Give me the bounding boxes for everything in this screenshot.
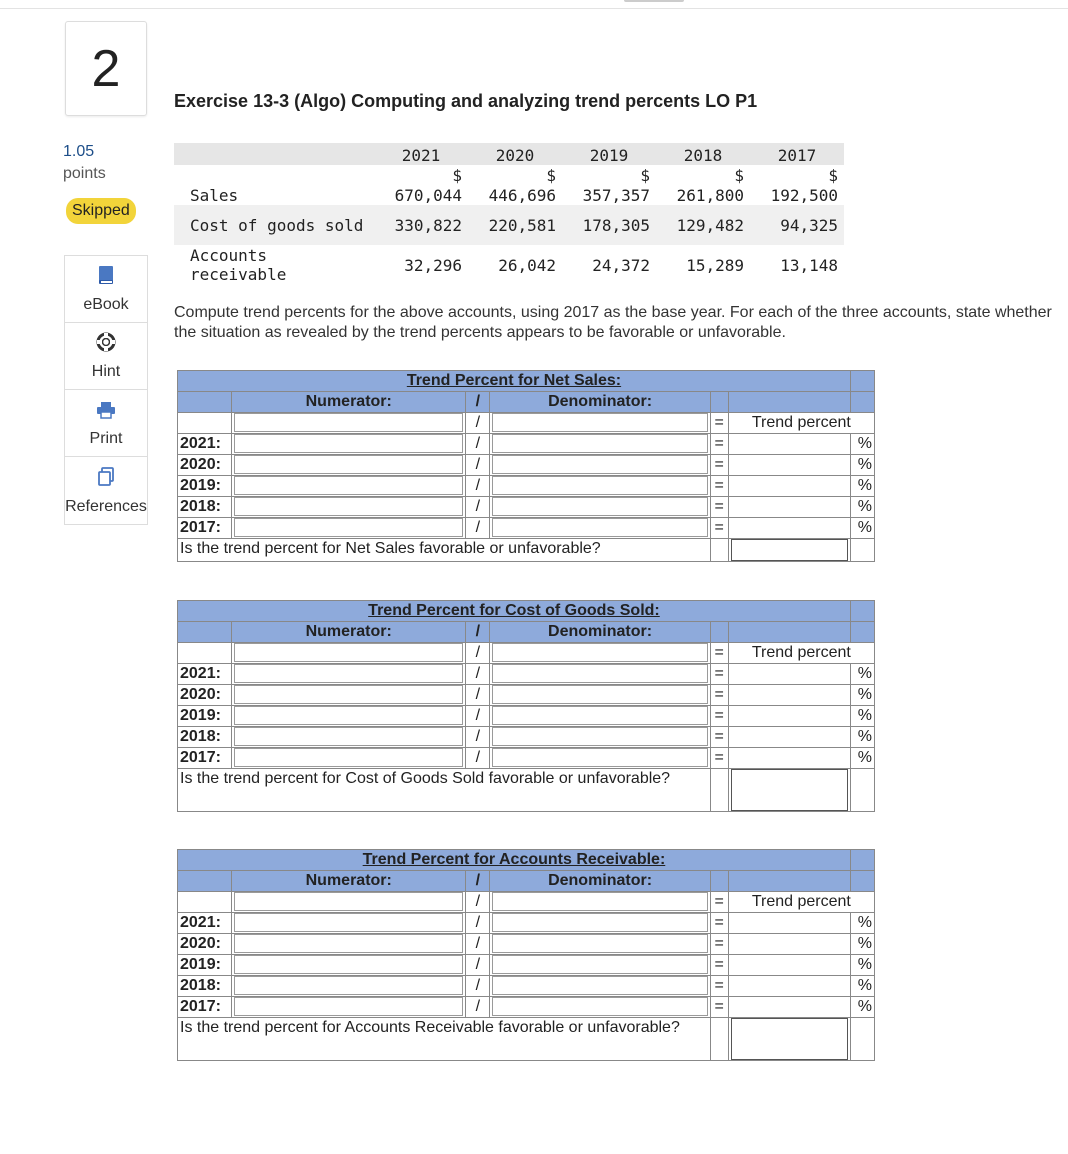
header-blank (850, 601, 874, 622)
equals-sign: = (710, 413, 728, 434)
trend-percent-cell (728, 748, 850, 769)
cell: 670,044 (394, 186, 462, 205)
data-table (174, 143, 844, 285)
instructions: Compute trend percents for the above accounts, using 2017 as the base year. For each of the three accounts, state whether the situation as revealed by the trend percents appears to be favorable or unfavorable. (174, 304, 1052, 341)
numerator-cell (232, 413, 466, 434)
tools-panel (64, 255, 148, 525)
header-blank (710, 622, 728, 643)
year-header: 2017 (750, 143, 844, 165)
trend-percent-cell (728, 664, 850, 685)
header-blank (174, 143, 374, 165)
numerator-input[interactable] (234, 934, 463, 953)
header-blank (850, 392, 874, 413)
cell: 24,372 (592, 255, 650, 275)
top-divider (0, 8, 1068, 9)
numerator-cell (232, 434, 466, 455)
slash: / (466, 518, 490, 539)
slash: / (466, 892, 490, 913)
trend-percent-cell (728, 518, 850, 539)
cell: 129,482 (656, 205, 750, 245)
cell: 330,822 (374, 205, 468, 245)
numerator-cell (232, 643, 466, 664)
denominator-input[interactable] (492, 518, 707, 537)
year-label: 2021: (178, 664, 232, 685)
cell: 446,696 (488, 186, 556, 205)
equals-sign: = (710, 913, 728, 934)
denominator-cell (490, 434, 710, 455)
slash-header: / (466, 622, 490, 643)
numerator-cell (232, 706, 466, 727)
trend-table (177, 849, 875, 1061)
numerator-cell (232, 518, 466, 539)
denominator-input[interactable] (492, 643, 707, 662)
blank (178, 643, 232, 664)
equals-sign: = (710, 643, 728, 664)
numerator-input[interactable] (234, 497, 463, 516)
equals-sign: = (710, 727, 728, 748)
denominator-input[interactable] (492, 934, 707, 953)
cell: 15,289 (686, 255, 744, 275)
year-label: 2017: (178, 518, 232, 539)
year-label: 2019: (178, 955, 232, 976)
denominator-cell (490, 518, 710, 539)
denominator-input[interactable] (492, 664, 707, 683)
favorability-question: Is the trend percent for Net Sales favorable or unfavorable? (178, 539, 711, 562)
blank (710, 539, 728, 562)
header-blank (710, 871, 728, 892)
denominator-cell (490, 955, 710, 976)
trend-percent-input[interactable] (731, 727, 848, 746)
numerator-cell (232, 476, 466, 497)
hint-label: Hint (91, 363, 121, 380)
numerator-input[interactable] (234, 518, 463, 537)
denominator-cell (490, 664, 710, 685)
trend-percent-header: Trend percent (728, 643, 874, 664)
question-number: 2 (65, 21, 147, 116)
percent-sign: % (850, 664, 874, 685)
numerator-input[interactable] (234, 706, 463, 725)
trend-table (177, 370, 875, 562)
numerator-input[interactable] (234, 955, 463, 974)
equals-sign: = (710, 748, 728, 769)
denominator-cell (490, 976, 710, 997)
numerator-input[interactable] (234, 476, 463, 495)
header-blank (178, 871, 232, 892)
equals-sign: = (710, 664, 728, 685)
year-label: 2019: (178, 476, 232, 497)
denominator-input[interactable] (492, 434, 707, 453)
slash: / (466, 434, 490, 455)
numerator-cell (232, 455, 466, 476)
numerator-input[interactable] (234, 413, 463, 432)
select-cell (728, 1018, 850, 1061)
numerator-cell (232, 892, 466, 913)
numerator-input[interactable] (234, 643, 463, 662)
slash: / (466, 476, 490, 497)
blank (850, 1018, 874, 1061)
trend-title: Trend Percent for Accounts Receivable: (178, 850, 851, 871)
blank (710, 1018, 728, 1061)
denominator-cell (490, 997, 710, 1018)
slash: / (466, 413, 490, 434)
denominator-input[interactable] (492, 476, 707, 495)
trend-percent-input[interactable] (731, 997, 848, 1016)
numerator-input[interactable] (234, 434, 463, 453)
equals-sign: = (710, 706, 728, 727)
trend-title: Trend Percent for Net Sales: (178, 371, 851, 392)
percent-sign: % (850, 455, 874, 476)
denominator-input[interactable] (492, 727, 707, 746)
points-value: 1.05 (63, 143, 95, 160)
blank (178, 413, 232, 434)
currency-symbol: $ (640, 166, 650, 185)
header-blank (850, 871, 874, 892)
year-label: 2020: (178, 934, 232, 955)
favorability-question: Is the trend percent for Accounts Receivable favorable or unfavorable? (178, 1018, 711, 1061)
year-label: 2020: (178, 455, 232, 476)
trend-percent-input[interactable] (731, 664, 848, 683)
denominator-input[interactable] (492, 913, 707, 932)
numerator-cell (232, 497, 466, 518)
denominator-input[interactable] (492, 455, 707, 474)
header-blank (178, 622, 232, 643)
denominator-header: Denominator: (490, 392, 710, 413)
year-label: 2017: (178, 997, 232, 1018)
year-label: 2017: (178, 748, 232, 769)
row-label: Accounts receivable (190, 246, 287, 284)
numerator-cell (232, 976, 466, 997)
numerator-cell (232, 664, 466, 685)
slash: / (466, 976, 490, 997)
numerator-header: Numerator: (232, 871, 466, 892)
trend-percent-cell (728, 434, 850, 455)
trend-percent-input[interactable] (731, 706, 848, 725)
favorability-question: Is the trend percent for Cost of Goods Sold favorable or unfavorable? (178, 769, 711, 812)
cell: 26,042 (498, 255, 556, 275)
trend-percent-input[interactable] (731, 976, 848, 995)
row-label: Sales (190, 186, 239, 205)
trend-percent-cell (728, 976, 850, 997)
trend-percent-input[interactable] (731, 748, 848, 767)
currency-symbol: $ (828, 166, 838, 185)
percent-sign: % (850, 913, 874, 934)
denominator-cell (490, 455, 710, 476)
ebook-button[interactable] (65, 256, 147, 323)
year-label: 2018: (178, 976, 232, 997)
header-blank (710, 392, 728, 413)
equals-sign: = (710, 997, 728, 1018)
equals-sign: = (710, 497, 728, 518)
percent-sign: % (850, 518, 874, 539)
currency-symbol: $ (452, 166, 462, 185)
trend-percent-input[interactable] (731, 955, 848, 974)
blank (178, 892, 232, 913)
percent-sign: % (850, 685, 874, 706)
numerator-input[interactable] (234, 685, 463, 704)
year-header: 2019 (562, 143, 656, 165)
year-header: 2018 (656, 143, 750, 165)
trend-percent-cell (728, 955, 850, 976)
trend-percent-cell (728, 727, 850, 748)
select-cell (728, 539, 850, 562)
header-blank (728, 871, 850, 892)
numerator-input[interactable] (234, 913, 463, 932)
cell: 13,148 (780, 255, 838, 275)
equals-sign: = (710, 934, 728, 955)
slash-header: / (466, 392, 490, 413)
slash: / (466, 706, 490, 727)
denominator-input[interactable] (492, 497, 707, 516)
favorability-select[interactable] (731, 539, 848, 561)
trend-title: Trend Percent for Cost of Goods Sold: (178, 601, 851, 622)
currency-symbol: $ (734, 166, 744, 185)
numerator-input[interactable] (234, 664, 463, 683)
cell: 192,500 (770, 186, 838, 205)
denominator-cell (490, 934, 710, 955)
denominator-header: Denominator: (490, 871, 710, 892)
numerator-input[interactable] (234, 976, 463, 995)
numerator-cell (232, 913, 466, 934)
slash: / (466, 497, 490, 518)
slash: / (466, 997, 490, 1018)
print-label: Print (89, 430, 123, 447)
blank (850, 539, 874, 562)
numerator-cell (232, 685, 466, 706)
blank (850, 769, 874, 812)
hint-button[interactable] (65, 323, 147, 390)
percent-sign: % (850, 434, 874, 455)
status-badge: Skipped (66, 198, 136, 224)
trend-percent-cell (728, 685, 850, 706)
denominator-input[interactable] (492, 685, 707, 704)
trend-percent-cell (728, 934, 850, 955)
book-icon (97, 265, 115, 290)
trend-percent-input[interactable] (731, 518, 848, 537)
percent-sign: % (850, 934, 874, 955)
denominator-input[interactable] (492, 955, 707, 974)
numerator-header: Numerator: (232, 392, 466, 413)
year-label: 2020: (178, 685, 232, 706)
trend-percent-input[interactable] (731, 455, 848, 474)
denominator-input[interactable] (492, 976, 707, 995)
slash: / (466, 913, 490, 934)
printer-icon (96, 401, 116, 424)
select-cell (728, 769, 850, 812)
numerator-input[interactable] (234, 997, 463, 1016)
cell: 220,581 (468, 205, 562, 245)
denominator-cell (490, 497, 710, 518)
slash: / (466, 664, 490, 685)
print-button[interactable] (65, 390, 147, 457)
trend-percent-cell (728, 706, 850, 727)
trend-percent-cell (728, 913, 850, 934)
header-blank (728, 392, 850, 413)
slash: / (466, 727, 490, 748)
equals-sign: = (710, 455, 728, 476)
equals-sign: = (710, 955, 728, 976)
slash: / (466, 685, 490, 706)
numerator-input[interactable] (234, 748, 463, 767)
year-header: 2020 (468, 143, 562, 165)
numerator-cell (232, 934, 466, 955)
denominator-input[interactable] (492, 892, 707, 911)
denominator-input[interactable] (492, 997, 707, 1016)
year-header: 2021 (374, 143, 468, 165)
equals-sign: = (710, 476, 728, 497)
trend-percent-cell (728, 455, 850, 476)
percent-sign: % (850, 727, 874, 748)
header-blank (850, 622, 874, 643)
favorability-select[interactable] (731, 769, 848, 811)
year-label: 2018: (178, 497, 232, 518)
cell: 178,305 (562, 205, 656, 245)
trend-percent-input[interactable] (731, 913, 848, 932)
header-blank (178, 392, 232, 413)
currency-symbol: $ (546, 166, 556, 185)
denominator-cell (490, 892, 710, 913)
equals-sign: = (710, 976, 728, 997)
denominator-cell (490, 476, 710, 497)
trend-percent-input[interactable] (731, 934, 848, 953)
trend-percent-input[interactable] (731, 434, 848, 453)
header-blank (728, 622, 850, 643)
numerator-cell (232, 748, 466, 769)
denominator-header: Denominator: (490, 622, 710, 643)
denominator-cell (490, 727, 710, 748)
slash: / (466, 748, 490, 769)
numerator-input[interactable] (234, 727, 463, 746)
slash: / (466, 955, 490, 976)
numerator-cell (232, 955, 466, 976)
denominator-cell (490, 706, 710, 727)
points-label: points (63, 165, 106, 182)
equals-sign: = (710, 685, 728, 706)
lifebuoy-icon (96, 332, 116, 357)
numerator-header: Numerator: (232, 622, 466, 643)
header-blank (850, 371, 874, 392)
trend-percent-header: Trend percent (728, 413, 874, 434)
year-label: 2021: (178, 434, 232, 455)
numerator-input[interactable] (234, 455, 463, 474)
ebook-label: eBook (83, 296, 129, 313)
numerator-cell (232, 997, 466, 1018)
year-label: 2019: (178, 706, 232, 727)
trend-percent-cell (728, 997, 850, 1018)
trend-percent-input[interactable] (731, 497, 848, 516)
cell: 94,325 (750, 205, 844, 245)
references-button[interactable] (65, 457, 147, 524)
denominator-input[interactable] (492, 748, 707, 767)
slash-header: / (466, 871, 490, 892)
percent-sign: % (850, 497, 874, 518)
slash: / (466, 934, 490, 955)
copy-icon (97, 467, 115, 492)
percent-sign: % (850, 476, 874, 497)
percent-sign: % (850, 976, 874, 997)
slash: / (466, 455, 490, 476)
cell: 32,296 (404, 255, 462, 275)
equals-sign: = (710, 518, 728, 539)
denominator-input[interactable] (492, 413, 707, 432)
percent-sign: % (850, 706, 874, 727)
slash: / (466, 643, 490, 664)
year-label: 2018: (178, 727, 232, 748)
header-blank (850, 850, 874, 871)
cell: 261,800 (676, 186, 744, 205)
top-tab-handle[interactable] (624, 0, 684, 2)
blank (174, 165, 374, 185)
denominator-cell (490, 643, 710, 664)
percent-sign: % (850, 955, 874, 976)
trend-percent-header: Trend percent (728, 892, 874, 913)
cell: 357,357 (582, 186, 650, 205)
numerator-cell (232, 727, 466, 748)
trend-table (177, 600, 875, 812)
denominator-cell (490, 748, 710, 769)
percent-sign: % (850, 997, 874, 1018)
exercise-title: Exercise 13-3 (Algo) Computing and analyzing trend percents LO P1 (174, 91, 758, 111)
denominator-cell (490, 413, 710, 434)
trend-percent-cell (728, 497, 850, 518)
denominator-input[interactable] (492, 706, 707, 725)
trend-percent-cell (728, 476, 850, 497)
equals-sign: = (710, 434, 728, 455)
blank (710, 769, 728, 812)
trend-percent-input[interactable] (731, 685, 848, 704)
denominator-cell (490, 913, 710, 934)
percent-sign: % (850, 748, 874, 769)
equals-sign: = (710, 892, 728, 913)
references-label: References (65, 498, 147, 515)
trend-percent-input[interactable] (731, 476, 848, 495)
denominator-cell (490, 685, 710, 706)
year-label: 2021: (178, 913, 232, 934)
row-label: Cost of goods sold (174, 205, 374, 245)
numerator-input[interactable] (234, 892, 463, 911)
favorability-select[interactable] (731, 1018, 848, 1060)
